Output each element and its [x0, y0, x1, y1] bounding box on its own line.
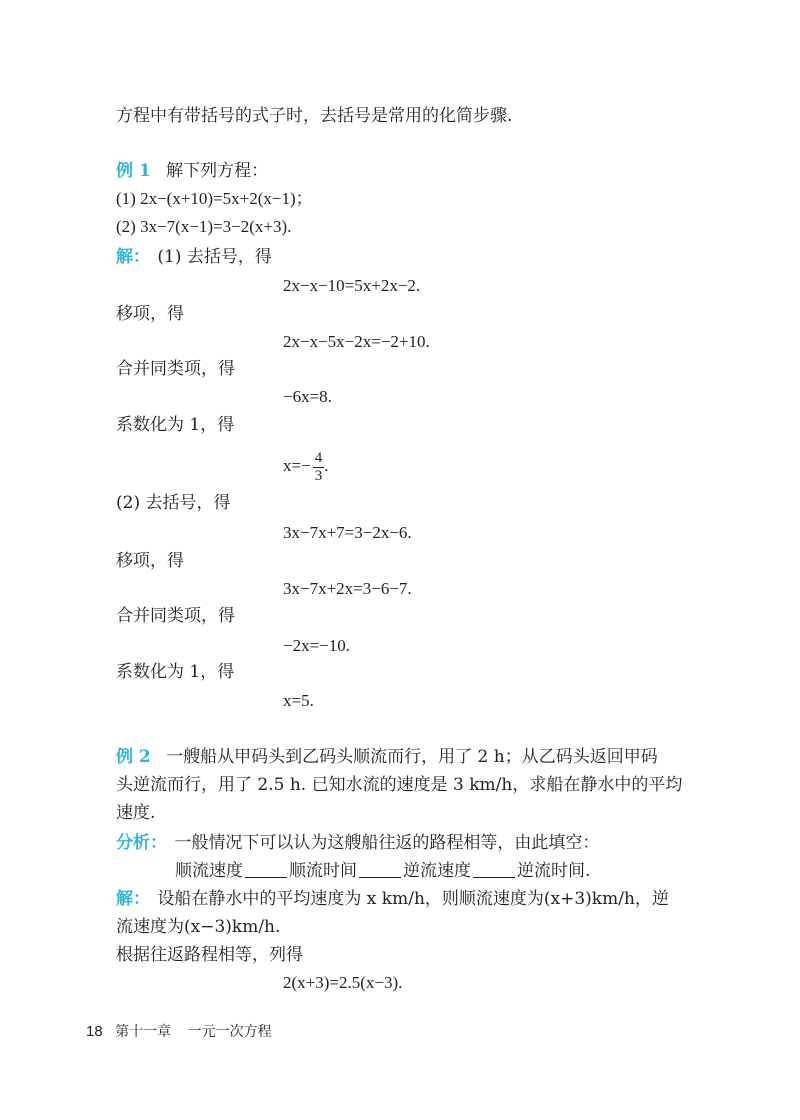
part2-eq4: x=5. — [283, 691, 314, 710]
part2-step1: (2) 去括号，得 — [116, 493, 231, 513]
fill-part-4: 逆流时间. — [517, 861, 591, 881]
part2-step4: 系数化为 1，得 — [116, 662, 235, 682]
part1-step2: 移项，得 — [116, 304, 184, 324]
fill-blank-3[interactable] — [473, 861, 515, 878]
example2-analysis — [116, 831, 599, 855]
page-number: 18 — [86, 1023, 103, 1040]
analysis-text: 一般情况下可以认为这艘船往返的路程相等，由此填空： — [174, 833, 600, 853]
part1-eq2: 2x−x−5x−2x=−2+10. — [283, 332, 430, 351]
part1-step1: (1) 去括号，得 — [157, 247, 272, 267]
part1-step4: 系数化为 1，得 — [116, 415, 235, 435]
fraction-numerator: 4 — [314, 449, 323, 466]
example1-label: 例 1 — [116, 161, 151, 181]
fill-blank-1[interactable] — [245, 861, 287, 878]
part1-eq4-suffix: . — [324, 456, 329, 475]
example2-solution-label: 解： — [116, 889, 150, 909]
solution-line2: 流速度为(x−3)km/h. — [116, 917, 281, 937]
fill-part-3: 逆流速度 — [403, 861, 471, 881]
example2-text-line1: 一艘船从甲码头到乙码头顺流而行，用了 2 h；从乙码头返回甲码 — [166, 747, 658, 767]
analysis-label: 分析： — [116, 833, 167, 853]
part1-eq3: −6x=8. — [283, 387, 332, 406]
fill-in-row — [175, 859, 590, 883]
example1-solution-label: 解： — [116, 247, 150, 267]
part2-step2: 移项，得 — [116, 551, 184, 571]
part2-step3: 合并同类项，得 — [116, 606, 235, 626]
example1-header — [116, 159, 268, 183]
part1-eq4 — [283, 446, 328, 486]
fill-part-2: 顺流时间 — [289, 861, 357, 881]
example2-solution — [116, 887, 669, 911]
intro-text: 方程中有带括号的式子时，去括号是常用的化简步骤. — [116, 106, 513, 126]
example1-title: 解下列方程： — [166, 161, 269, 181]
part2-eq1: 3x−7x+7=3−2x−6. — [283, 523, 412, 542]
solution-line1: 设船在静水中的平均速度为 x km/h，则顺流速度为(x+3)km/h，逆 — [157, 889, 669, 909]
fraction-denominator: 3 — [314, 467, 323, 484]
part1-step3: 合并同类项，得 — [116, 359, 235, 379]
chapter-label: 第十一章 — [115, 1024, 172, 1040]
final-equation: 2(x+3)=2.5(x−3). — [283, 973, 403, 992]
part2-eq2: 3x−7x+2x=3−6−7. — [283, 579, 412, 598]
solution-line3: 根据往返路程相等，列得 — [116, 945, 303, 965]
example2-label: 例 2 — [116, 747, 151, 767]
part2-eq3: −2x=−10. — [283, 636, 351, 655]
example1-solution-start — [116, 245, 272, 269]
example2-text-line2: 头逆流而行，用了 2.5 h. 已知水流的速度是 3 km/h，求船在静水中的平均 — [116, 775, 683, 795]
page-footer — [86, 1021, 272, 1041]
part1-eq1: 2x−x−10=5x+2x−2. — [283, 276, 421, 295]
chapter-title: 一元一次方程 — [187, 1024, 272, 1040]
example2-line1 — [116, 745, 658, 769]
example1-problem1: (1) 2x−(x+10)=5x+2(x−1)； — [116, 189, 313, 208]
example2-text-line3: 速度. — [116, 803, 156, 823]
part1-eq4-prefix: x=− — [283, 456, 311, 475]
fraction — [313, 450, 325, 485]
fill-blank-2[interactable] — [359, 861, 401, 878]
fill-part-1: 顺流速度 — [175, 861, 243, 881]
example1-problem2: (2) 3x−7(x−1)=3−2(x+3). — [116, 217, 292, 236]
